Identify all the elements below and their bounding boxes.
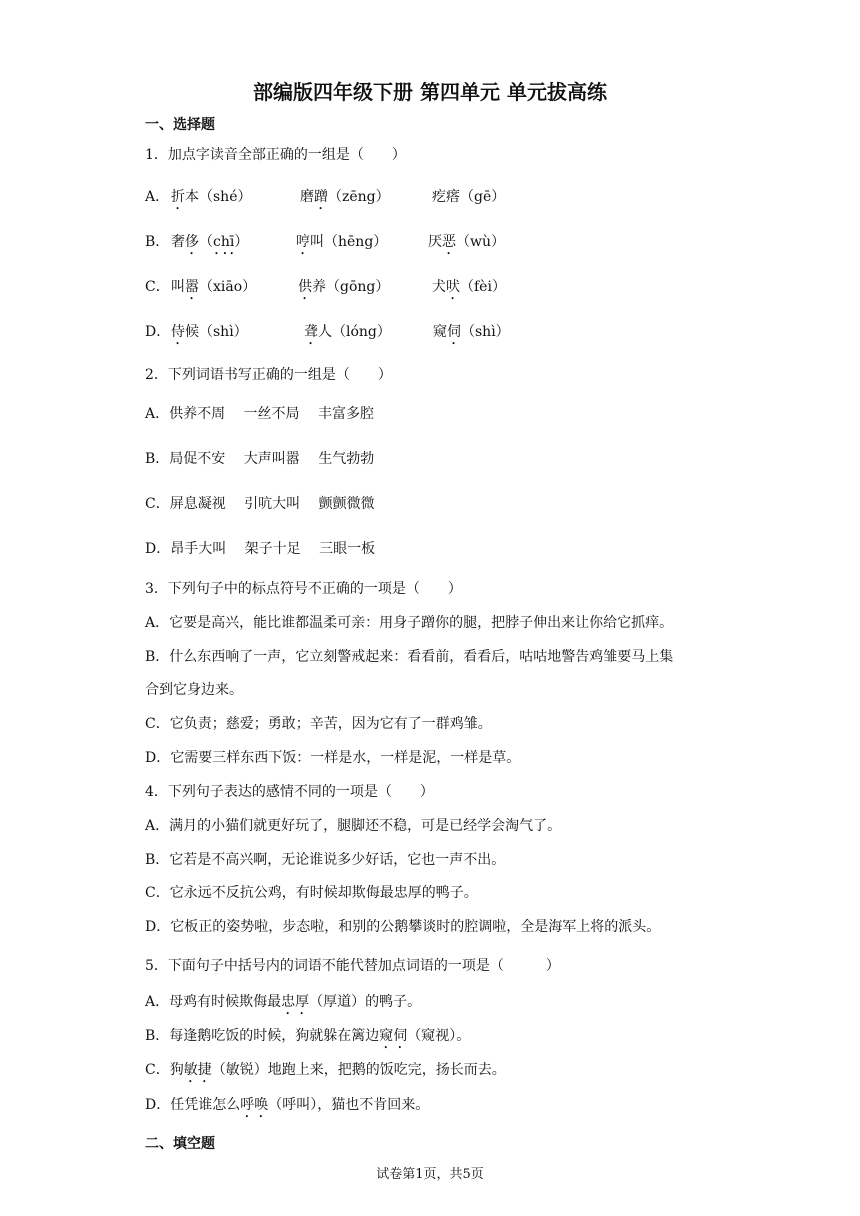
option-text: 厌 bbox=[428, 234, 442, 250]
dotted-word: 窥伺 bbox=[379, 1028, 408, 1044]
option-text: 本（shé） bbox=[185, 189, 252, 205]
option-text: 人（lóng） bbox=[318, 324, 391, 340]
q2-option-a: A．供养不周 一丝不局 丰富多腔 bbox=[145, 406, 375, 422]
q2-option-d: D．昂手大叫 架子十足 三眼一板 bbox=[145, 541, 376, 557]
option-letter: B． bbox=[145, 234, 170, 250]
question-1-stem: 1．加点字读音全部正确的一组是（ ） bbox=[145, 147, 406, 163]
q5-option-d bbox=[145, 1096, 429, 1121]
question-2-stem: 2．下列词语书写正确的一组是（ ） bbox=[145, 367, 392, 383]
dotted-char: 聋 bbox=[304, 324, 318, 340]
option-text: 养（gōng） bbox=[312, 279, 390, 295]
q2-option-c: C．屏息凝视 引吭大叫 颤颤微微 bbox=[145, 496, 375, 512]
option-text: （fèi） bbox=[460, 279, 506, 295]
q3-option-b-continued: 合到它身边来。 bbox=[145, 682, 243, 698]
q4-option-c: C．它永远不反抗公鸡，有时候却欺侮最忠厚的鸭子。 bbox=[145, 885, 478, 901]
option-text: 犬 bbox=[432, 279, 446, 295]
dotted-char: 恶 bbox=[442, 234, 456, 250]
option-text: 叫 bbox=[171, 279, 185, 295]
option-text: （zēng） bbox=[328, 189, 390, 205]
dotted-char: 折 bbox=[171, 189, 185, 205]
option-text: B．每逢鹅吃饭的时候，狗就躲在篱边 bbox=[145, 1028, 380, 1044]
q4-option-b: B．它若是不高兴啊，无论谁说多少好话，它也一声不出。 bbox=[145, 852, 506, 868]
option-text: C．狗 bbox=[145, 1062, 184, 1078]
q3-option-b: B．什么东西响了一声，它立刻警戒起来：看看前，看看后，咕咕地警告鸡雏要马上集 bbox=[145, 649, 674, 665]
option-text: （wù） bbox=[456, 234, 505, 250]
page-title: 部编版四年级下册 第四单元 单元拔高练 bbox=[253, 80, 607, 104]
dotted-word: 呼唤 bbox=[240, 1097, 269, 1113]
dotted-char: 伺 bbox=[447, 324, 461, 340]
option-text: 候（shì） bbox=[185, 324, 248, 340]
q2-option-b: B．局促不安 大声叫嚣 生气勃勃 bbox=[145, 451, 375, 467]
option-text: （shì） bbox=[461, 324, 510, 340]
dotted-char: 哼 bbox=[296, 234, 310, 250]
option-letter: D． bbox=[145, 324, 171, 340]
option-text: （敏锐）地跑上来，把鹅的饭吃完，扬长而去。 bbox=[211, 1062, 506, 1078]
dotted-char: 供 bbox=[298, 279, 312, 295]
dotted-char: 吠 bbox=[446, 279, 460, 295]
q5-option-b bbox=[145, 1027, 470, 1052]
dotted-word: 敏捷 bbox=[183, 1062, 212, 1078]
q5-option-c bbox=[145, 1061, 506, 1086]
option-letter: A． bbox=[145, 189, 170, 205]
option-text: （xiāo） bbox=[199, 279, 257, 295]
dotted-word: 忠厚 bbox=[281, 994, 310, 1010]
question-4-stem: 4．下列句子表达的感情不同的一项是（ ） bbox=[145, 784, 434, 800]
q5-option-a bbox=[145, 993, 421, 1018]
option-text: （窥视）。 bbox=[407, 1028, 471, 1044]
option-text: A．母鸡有时候欺侮最 bbox=[145, 994, 282, 1010]
dotted-char: 蹭 bbox=[314, 189, 328, 205]
page-footer: 试卷第1页，共5页 bbox=[376, 1167, 484, 1182]
option-text: 疙 bbox=[432, 189, 446, 205]
dotted-char: 侍 bbox=[171, 324, 185, 340]
q3-option-d: D．它需要三样东西下饭：一样是水，一样是泥，一样是草。 bbox=[145, 750, 521, 766]
option-text: （厚道）的鸭子。 bbox=[309, 994, 422, 1010]
dotted-char: 嚣 bbox=[185, 279, 199, 295]
section-heading-fill: 二、填空题 bbox=[145, 1136, 215, 1152]
q4-option-a: A．满月的小猫们就更好玩了，腿脚还不稳，可是已经学会淘气了。 bbox=[145, 818, 562, 834]
option-text: 叫（hēng） bbox=[310, 234, 388, 250]
question-5-stem: 5．下面句子中括号内的词语不能代替加点词语的一项是（ ） bbox=[145, 958, 560, 974]
option-text: 奢 bbox=[171, 234, 185, 250]
option-letter: C． bbox=[145, 279, 170, 295]
q4-option-d: D．它板正的姿势啦，步态啦，和别的公鹅攀谈时的腔调啦，全是海军上将的派头。 bbox=[145, 919, 661, 935]
option-text: D．任凭谁怎么 bbox=[145, 1097, 241, 1113]
question-3-stem: 3．下列句子中的标点符号不正确的一项是（ ） bbox=[145, 581, 462, 597]
option-text: 磨 bbox=[300, 189, 314, 205]
q3-option-a: A．它要是高兴，能比谁都温柔可亲：用身子蹭你的腿，把脖子伸出来让你给它抓痒。 bbox=[145, 615, 674, 631]
q3-option-c: C．它负责；慈爱；勇敢；辛苦，因为它有了一群鸡雏。 bbox=[145, 716, 492, 732]
option-text: 窥 bbox=[433, 324, 447, 340]
section-heading-choice: 一、选择题 bbox=[145, 117, 215, 133]
option-text: 瘩（gē） bbox=[446, 189, 506, 205]
dotted-char: 侈（chī） bbox=[185, 234, 249, 250]
option-text: （呼叫），猫也不肯回来。 bbox=[268, 1097, 430, 1113]
